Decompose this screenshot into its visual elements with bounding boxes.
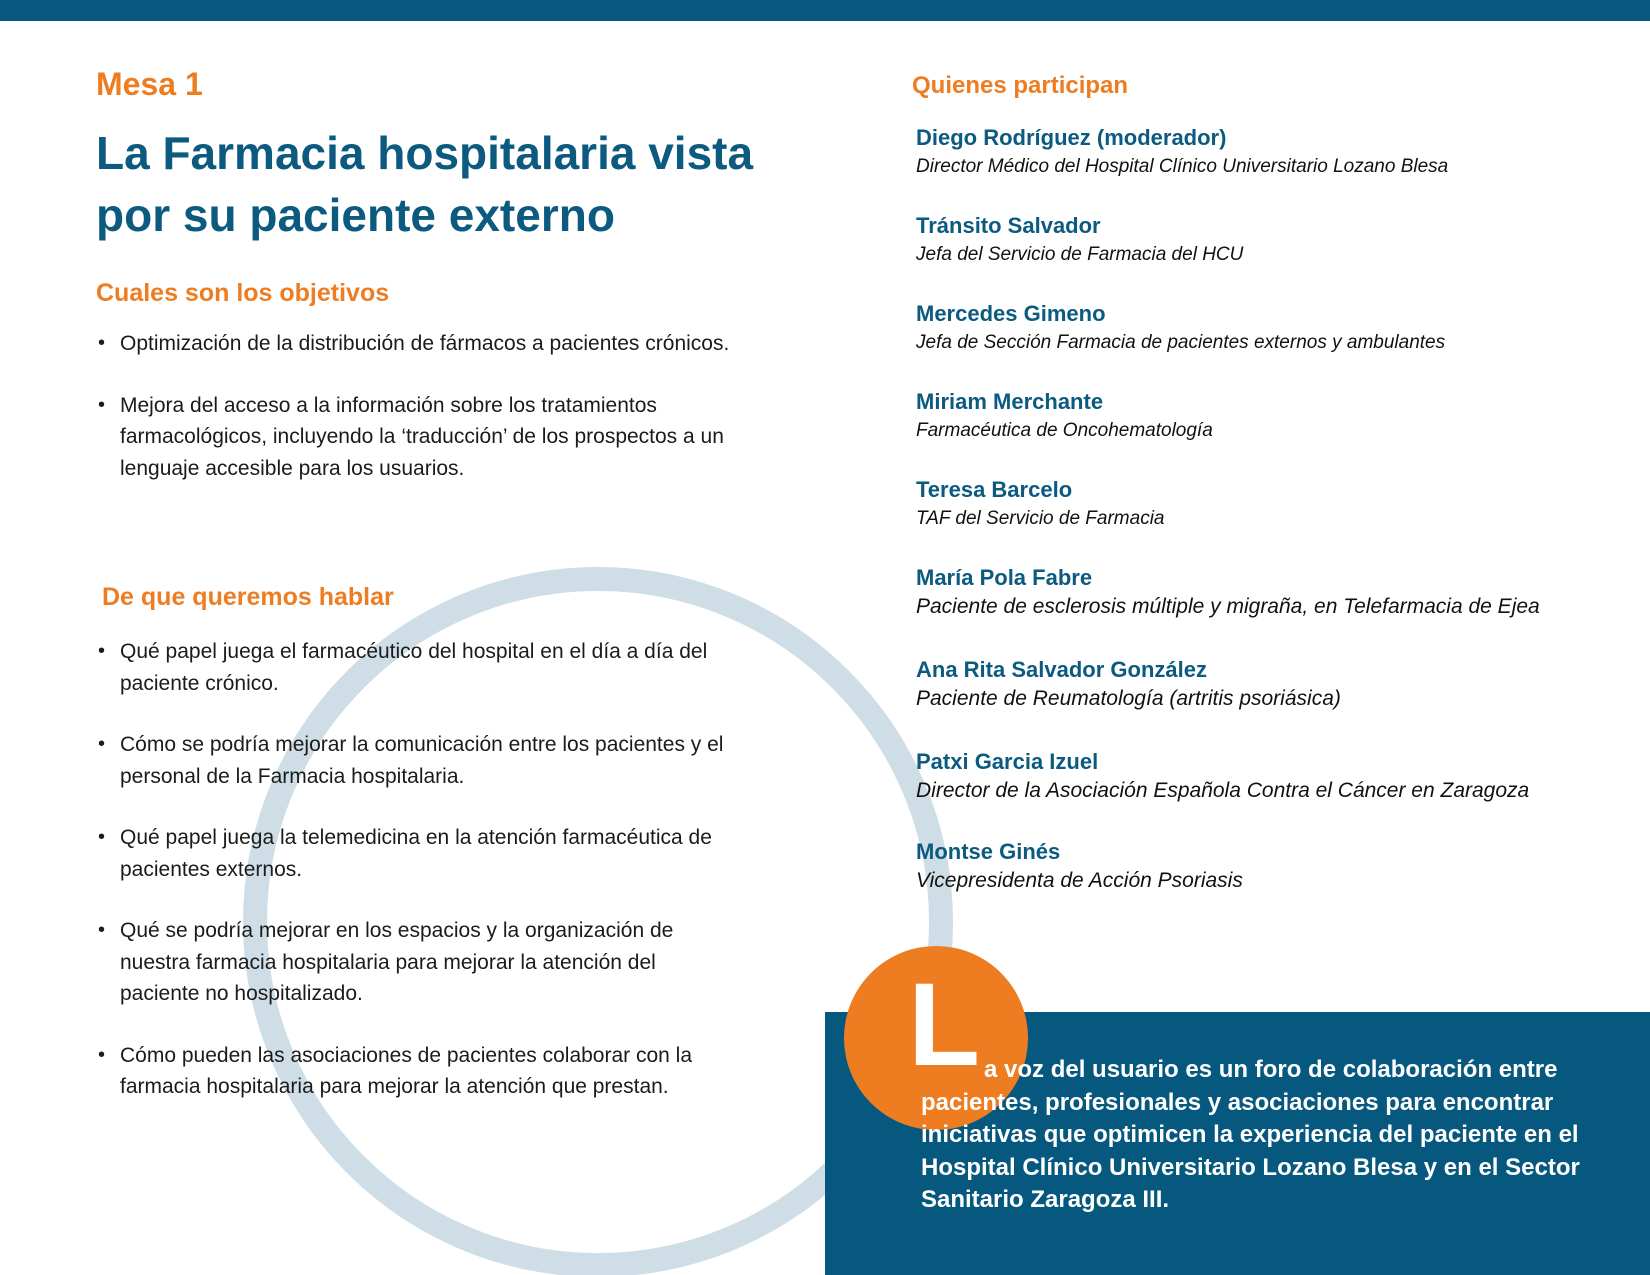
participant-role: Farmacéutica de Oncohematología bbox=[916, 420, 1213, 441]
participant-role: Vicepresidenta de Acción Psoriasis bbox=[916, 869, 1243, 892]
participant-role: Jefa de Sección Farmacia de pacientes externos y ambulantes bbox=[916, 332, 1446, 353]
participant-role: Director Médico del Hospital Clínico Universitario Lozano Blesa bbox=[916, 156, 1449, 177]
participant-name: Patxi Garcia Izuel bbox=[916, 749, 1099, 774]
list-item: • Qué papel juega el farmacéutico del hospital en el día a día del paciente crónico. bbox=[96, 636, 736, 699]
page-title: La Farmacia hospitalaria vista por su paciente externo bbox=[96, 127, 754, 241]
participant-entry bbox=[916, 656, 1616, 714]
dropcap-letter: L bbox=[908, 959, 981, 1091]
list-item: • Cómo se podría mejorar la comunicación entre los pacientes y el personal de la Farmacia hospitalaria. bbox=[96, 729, 736, 792]
participant-entry bbox=[916, 838, 1616, 896]
participant-name: María Pola Fabre bbox=[916, 565, 1093, 590]
list-item: • Qué papel juega la telemedicina en la atención farmacéutica de pacientes externos. bbox=[96, 822, 736, 885]
participant-role: Director de la Asociación Española Contra el Cáncer en Zaragoza bbox=[916, 779, 1530, 802]
list-item: • Qué se podría mejorar en los espacios y la organización de nuestra farmacia hospitalaria para mejorar la atención del paciente no hospitalizado. bbox=[96, 915, 736, 1010]
intro-rest: pacientes, profesionales y asociaciones para encontrar iniciativas que optimicen la experiencia del paciente en el Hospital Clínico Universitario Lozano Blesa y en el Sector Sanitario Zaragoza III. bbox=[921, 1088, 1580, 1213]
participant-entry bbox=[916, 124, 1616, 182]
participant-role: TAF del Servicio de Farmacia bbox=[916, 508, 1165, 529]
intro-first-line: a voz del usuario es un foro de colaboración entre bbox=[984, 1056, 1558, 1083]
intro-text bbox=[921, 1054, 1621, 1217]
participant-entry bbox=[916, 388, 1616, 446]
objectives-list bbox=[96, 328, 736, 514]
participant-entry bbox=[916, 748, 1616, 806]
participant-name: Mercedes Gimeno bbox=[916, 301, 1106, 326]
list-item: • Cómo pueden las asociaciones de pacientes colaborar con la farmacia hospitalaria para mejorar la atención que prestan. bbox=[96, 1040, 736, 1103]
participant-role: Paciente de Reumatología (artritis psoriásica) bbox=[916, 687, 1341, 710]
participant-name: Montse Ginés bbox=[916, 839, 1061, 864]
participant-name: Teresa Barcelo bbox=[916, 477, 1073, 502]
topics-heading: De que queremos hablar bbox=[102, 583, 394, 611]
participants-heading: Quienes participan bbox=[912, 72, 1129, 99]
topics-list bbox=[96, 636, 736, 1133]
participant-role: Jefa del Servicio de Farmacia del HCU bbox=[916, 244, 1244, 265]
objectives-heading: Cuales son los objetivos bbox=[96, 279, 390, 307]
list-item: • Mejora del acceso a la información sobre los tratamientos farmacológicos, incluyendo la ‘traducción’ de los prospectos a un lenguaje accesible para los usuarios. bbox=[96, 390, 736, 485]
participant-name: Miriam Merchante bbox=[916, 389, 1104, 414]
participant-list bbox=[916, 124, 1616, 896]
participant-entry bbox=[916, 300, 1616, 358]
list-item: • Optimización de la distribución de fármacos a pacientes crónicos. bbox=[96, 328, 736, 360]
participant-entry bbox=[916, 476, 1616, 534]
participant-entry bbox=[916, 564, 1616, 622]
participant-name: Diego Rodríguez (moderador) bbox=[916, 125, 1227, 150]
top-bar bbox=[0, 0, 1650, 21]
participant-role: Paciente de esclerosis múltiple y migraña, en Telefarmacia de Ejea bbox=[916, 595, 1540, 618]
participant-entry bbox=[916, 212, 1616, 270]
participant-name: Ana Rita Salvador González bbox=[916, 657, 1207, 682]
participant-name: Tránsito Salvador bbox=[916, 213, 1101, 238]
mesa-label: Mesa 1 bbox=[96, 66, 203, 102]
